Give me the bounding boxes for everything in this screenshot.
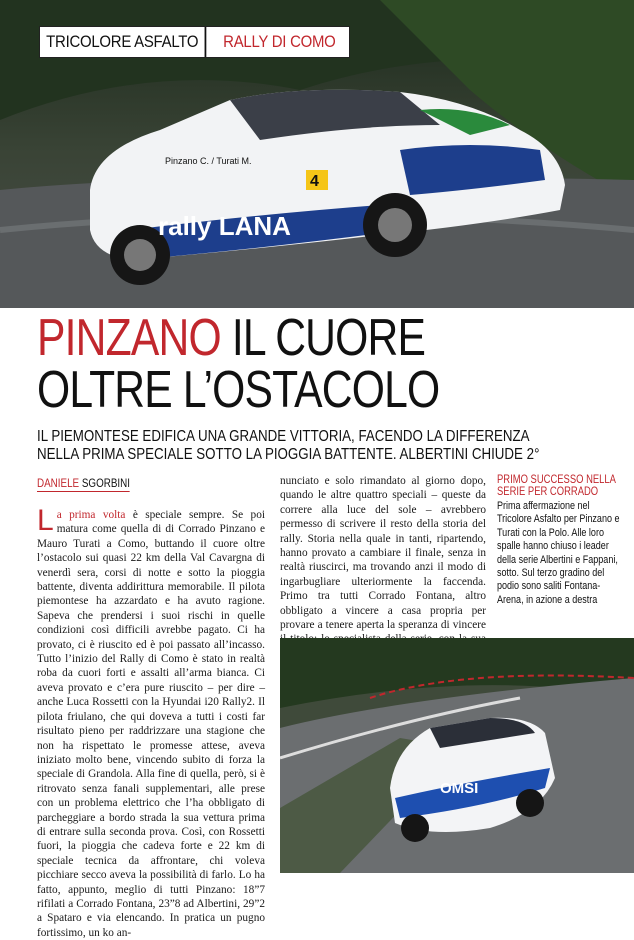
section-kicker — [39, 26, 350, 58]
car-crew-names: Pinzano C. / Turati M. — [165, 156, 252, 166]
subhead-line-1: IL PIEMONTESE EDIFICA UNA GRANDE VITTORIA, FACENDO LA DIFFERENZA — [37, 428, 530, 445]
headline-highlight: PINZANO — [37, 309, 221, 367]
secondary-photo-rally-car — [280, 638, 634, 873]
body-text-2: nunciato e solo rimandato al giorno dopo, quando le altre quattro speciali – queste da correre alla luce del sole – avrebbero permesso di scrivere il resto della storia del rally. Storia nella quale in tanti, ripartendo, hanno provato a cambiare il finale, senza in realtà riuscirci, ma trovando anzi il modo di ingarbugliare ulteriormente la faccenda. Primo tra tutti Corrado Fontana, altro obbligato a vincere a casa propria per provare a tenere aperta la speranza di vincere — [280, 475, 486, 632]
byline-last-name: SGORBINI — [81, 476, 130, 490]
body-text-1: è speciale sempre. Se poi matura come quella di di Corrado Pinzano e Mauro Turati a Como, buttando il cuore oltre l’ostacolo sui quasi 22 km della Val Cavargna di venerdì sera, corsi di notte e sotto la pioggia battente, diventa addirittura memorabile. Il pilota piemontese ha azzardato e ha avuto ragione. Sapeva che prendersi i suoi rischi in quelle condizioni così difficili avrebbe pagato. Ci ha provato, ci è riuscito ed è poi passato all’incasso. Tutto l’inizio del Rally di Como è stato in realtà roba da cuori forti e assalti all’arma bianca. Ci aveva provato e c’era pure riuscito – per dire – anche Luca Rossetti con la Hyundai i20 Rally2. Il pilota friulano, che qui doveva a tutti i costi far risultato pieno per raddrizzare una stagione che non ha rispettato le promesse attese, aveva iniziato molto bene, vincendo subito di forza la speciale di Grandola. Alla fine di quella, però, si è ritrovato senza fanali supplementari, alle prese con un problema elettrico che l’ha obbligato di parcheggiare a bordo strada la sua vettura prima di entrare sulla seconda prova. Così, con Rossetti fuori, la pioggia che cadeva forte e 22 km di speciale tecnica da affrontare, chi voleva picchiare secco aveva la possibilità di farlo. Lo ha fatto, appunto, meglio di tutti Pinzano: 18”7 rifilati a Corrado Fontana, 23”8 ad Albertini, 29”2 a Spataro e via elencando. In pratica un pugno fortissimo, un ko an- — [37, 509, 265, 939]
car-number: 4 — [310, 173, 319, 190]
subhead-line-2: NELLA PRIMA SPECIALE SOTTO LA PIOGGIA BATTENTE. ALBERTINI CHIUDE 2° — [37, 446, 540, 463]
headline-line-1 — [37, 309, 513, 367]
caption-text: Prima affermazione nel Tricolore Asfalto per Pinzano e Turati con la Polo. Alle loro spalle hanno chiuso i leader della serie Albertini e Fappani, sotto. Sul terzo gradino del podio sono saliti Fontana-Arena, in azione a destra — [497, 500, 620, 606]
byline-first-name: DANIELE — [37, 476, 80, 490]
car-livery-text: rally LANA — [158, 211, 291, 241]
car2-livery-text: OMSI — [440, 780, 479, 797]
photo-caption — [497, 475, 621, 607]
secondary-photo-illustration — [280, 638, 634, 873]
caption-title: PRIMO SUCCESSO NELLA SERIE PER CORRADO — [497, 474, 616, 498]
article-subhead — [37, 428, 553, 464]
headline-rest: IL CUORE — [231, 309, 426, 367]
lead-in: a prima volta — [56, 509, 126, 521]
body-column-1 — [37, 504, 265, 940]
headline-line-2: OLTRE L’OSTACOLO — [37, 361, 440, 419]
kicker-section: TRICOLORE ASFALTO — [40, 27, 206, 57]
kicker-event: RALLY DI COMO — [222, 32, 336, 51]
article-headline — [37, 309, 617, 419]
drop-cap: L — [37, 504, 54, 537]
byline — [37, 476, 130, 492]
